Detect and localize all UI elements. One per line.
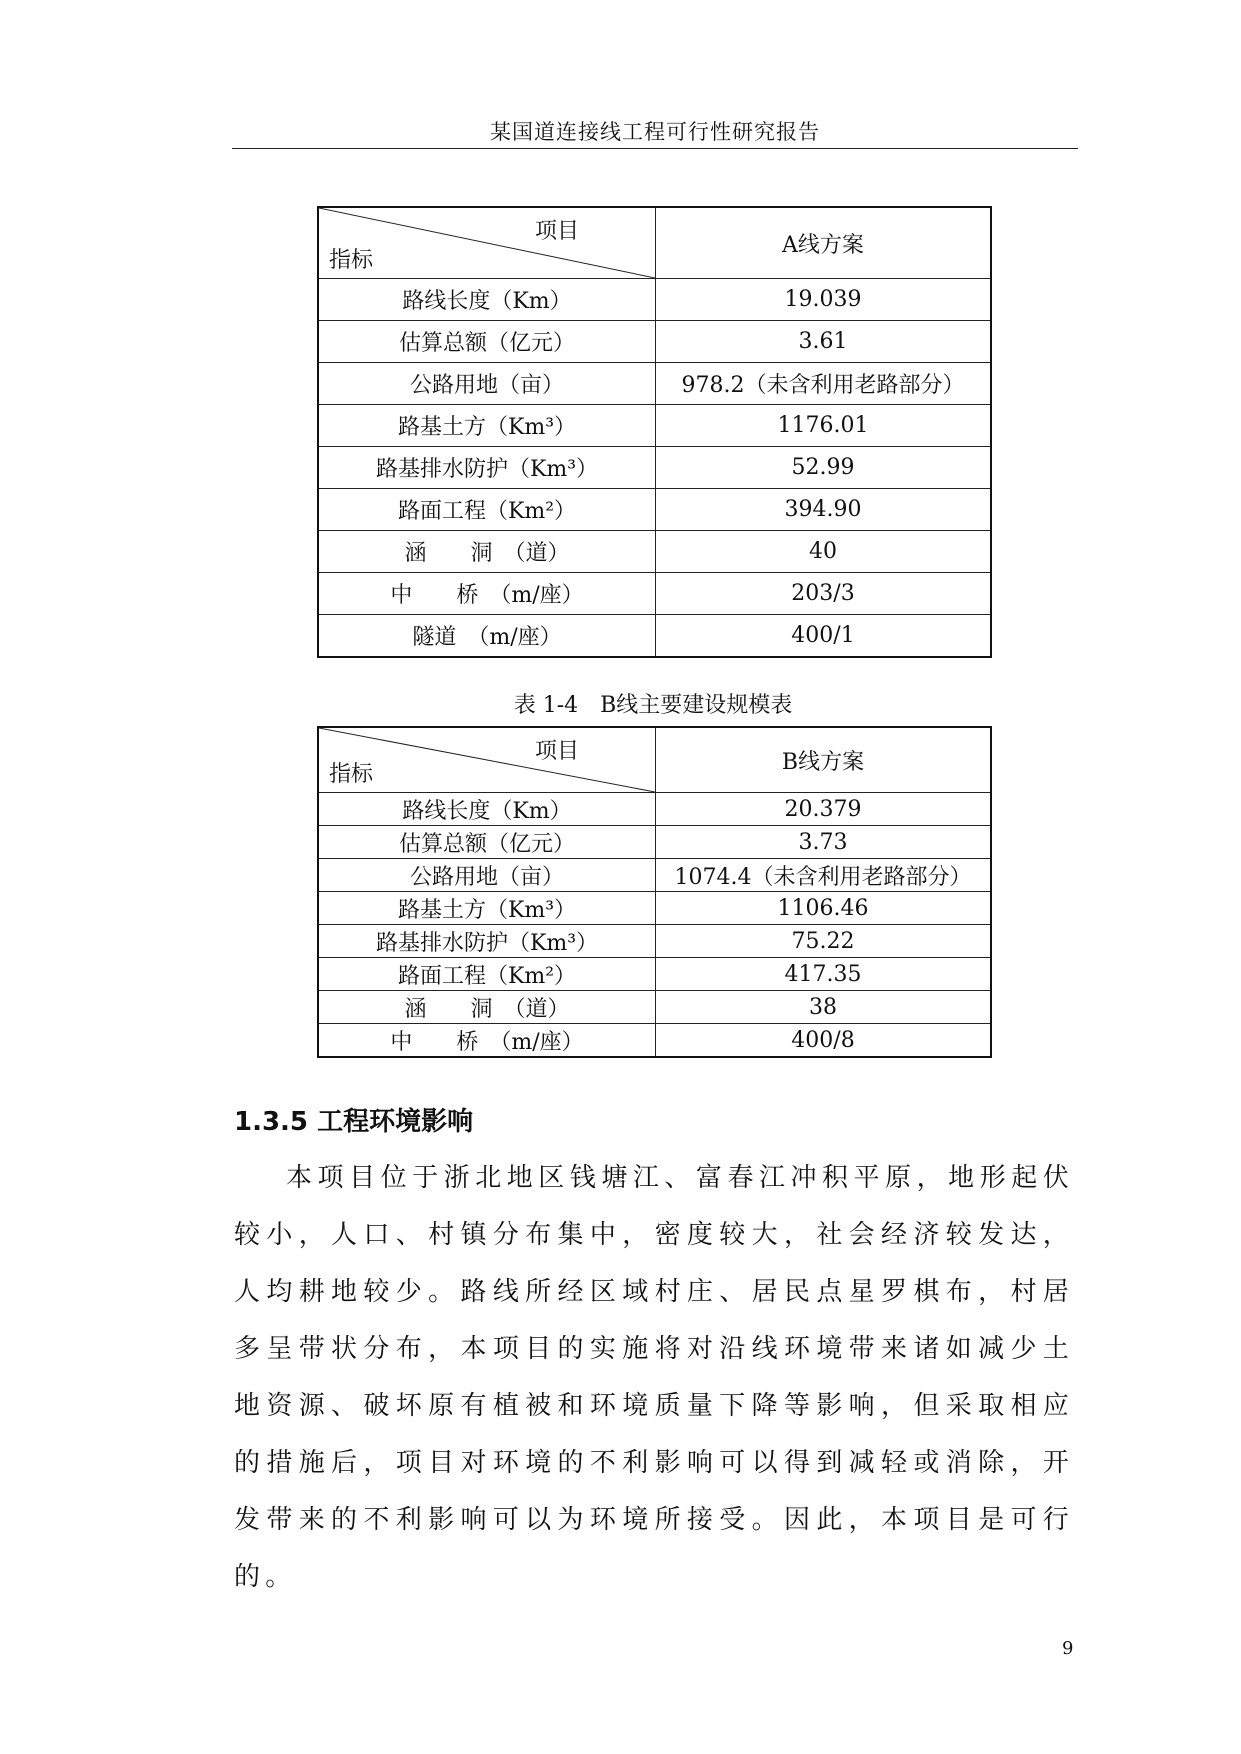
- table-row: [318, 615, 991, 658]
- table-b-route-scale: [317, 726, 992, 1058]
- table-row: [318, 447, 991, 489]
- section-paragraph: 本项目位于浙北地区钱塘江、富春江冲积平原，地形起伏较小，人口、村镇分布集中，密度较大，社会经济较发达，人均耕地较少。路线所经区域村庄、居民点星罗棋布，村居多呈带状分布，本项目的实施将对沿线环境带来诸如减少土地资源、破坏原有植被和环境质量下降等影响，但采取相应的措施后，项目对环境的不利影响可以得到减轻或消除，开发带来的不利影响可以为环境所接受。因此，本项目是可行的。: [234, 1163, 1074, 1592]
- row-value: 1074.4（未含利用老路部分）: [656, 859, 992, 892]
- table-a-head-indicator: 指标: [329, 248, 374, 273]
- section-heading: 1.3.5 工程环境影响: [234, 1107, 474, 1137]
- row-value: 203/3: [656, 573, 992, 615]
- table-b-column-header: B线方案: [656, 727, 992, 793]
- row-value: 1176.01: [656, 405, 992, 447]
- table-row: [318, 958, 991, 991]
- table-row: [318, 925, 991, 958]
- header-rule: [232, 148, 1078, 149]
- row-value: 19.039: [656, 279, 992, 321]
- table-a-column-header: A线方案: [656, 207, 992, 279]
- table-b-caption: 表 1-4 B线主要建设规模表: [513, 693, 793, 718]
- table-row: [318, 1024, 991, 1058]
- row-value: 40: [656, 531, 992, 573]
- table-b-diagonal-header: [318, 727, 656, 793]
- row-indicator: 路面工程（Km²）: [318, 489, 656, 531]
- row-value: 400/1: [656, 615, 992, 658]
- table-b-head-item: 项目: [534, 739, 579, 764]
- table-a-diagonal-header: [318, 207, 656, 279]
- row-indicator: 隧道 （m/座）: [318, 615, 656, 658]
- row-value: 3.73: [656, 826, 992, 859]
- row-value: 1106.46: [656, 892, 992, 925]
- row-value: 3.61: [656, 321, 992, 363]
- row-indicator: 中 桥 （m/座）: [318, 573, 656, 615]
- row-indicator: 估算总额（亿元）: [318, 826, 656, 859]
- row-value: 38: [656, 991, 992, 1024]
- row-value: 75.22: [656, 925, 992, 958]
- row-value: 417.35: [656, 958, 992, 991]
- row-value: 394.90: [656, 489, 992, 531]
- table-row: [318, 892, 991, 925]
- row-indicator: 估算总额（亿元）: [318, 321, 656, 363]
- row-indicator: 公路用地（亩）: [318, 859, 656, 892]
- row-indicator: 路基排水防护（Km³）: [318, 447, 656, 489]
- page-header-title: 某国道连接线工程可行性研究报告: [490, 120, 820, 144]
- table-row: [318, 826, 991, 859]
- page-number: 9: [1062, 1638, 1074, 1659]
- table-row: [318, 531, 991, 573]
- table-a-head-item: 项目: [534, 219, 579, 244]
- table-row: [318, 573, 991, 615]
- row-value: 978.2（未含利用老路部分）: [656, 363, 992, 405]
- table-a-route-scale: [317, 206, 992, 658]
- row-indicator: 涵 洞 （道）: [318, 531, 656, 573]
- row-indicator: 涵 洞 （道）: [318, 991, 656, 1024]
- row-indicator: 公路用地（亩）: [318, 363, 656, 405]
- table-row: [318, 793, 991, 826]
- table-row: [318, 859, 991, 892]
- row-indicator: 路面工程（Km²）: [318, 958, 656, 991]
- row-indicator: 路基土方（Km³）: [318, 892, 656, 925]
- row-value: 52.99: [656, 447, 992, 489]
- table-row: [318, 405, 991, 447]
- row-indicator: 路基土方（Km³）: [318, 405, 656, 447]
- row-indicator: 路线长度（Km）: [318, 279, 656, 321]
- row-indicator: 中 桥 （m/座）: [318, 1024, 656, 1058]
- row-value: 400/8: [656, 1024, 992, 1058]
- table-row: [318, 489, 991, 531]
- table-row: [318, 991, 991, 1024]
- table-row: [318, 321, 991, 363]
- table-row: [318, 279, 991, 321]
- row-indicator: 路线长度（Km）: [318, 793, 656, 826]
- row-value: 20.379: [656, 793, 992, 826]
- table-row: [318, 363, 991, 405]
- table-b-head-indicator: 指标: [329, 762, 374, 787]
- row-indicator: 路基排水防护（Km³）: [318, 925, 656, 958]
